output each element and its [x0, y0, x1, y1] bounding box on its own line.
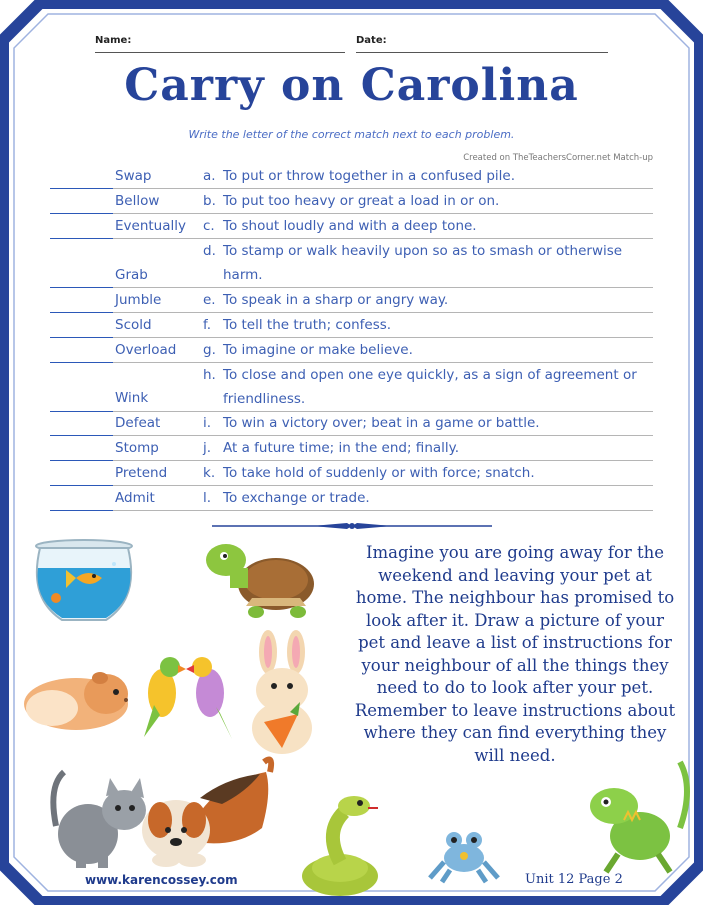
- guinea-pig-icon: [22, 664, 132, 732]
- table-row: [50, 486, 653, 511]
- parrots-icon: [136, 655, 242, 741]
- term: Bellow: [115, 193, 160, 209]
- table-row: [50, 313, 653, 338]
- definition-letter: d.: [203, 243, 216, 259]
- instructions: Write the letter of the correct match next to each problem.: [188, 128, 515, 141]
- table-row: [50, 288, 653, 313]
- term: Eventually: [115, 218, 186, 234]
- table-row: [50, 239, 653, 288]
- credit-text: Created on TheTeachersCorner.net Match-up: [463, 153, 653, 163]
- cat-icon: [48, 766, 150, 870]
- definition-letter: h.: [203, 367, 216, 383]
- rabbit-icon: [242, 630, 322, 754]
- definition-letter: b.: [203, 193, 216, 209]
- definition-letter: j.: [203, 440, 212, 456]
- definition: To put or throw together in a confused pile.: [223, 168, 516, 184]
- term: Swap: [115, 168, 152, 184]
- fishbowl-icon: [32, 538, 136, 624]
- name-label: Name:: [95, 35, 132, 46]
- frog-icon: [428, 824, 502, 884]
- snake-icon: [294, 792, 384, 902]
- definition-letter: g.: [203, 342, 216, 358]
- dog-icon: [136, 752, 276, 870]
- definition: To exchange or trade.: [223, 490, 370, 506]
- definition-letter: i.: [203, 415, 212, 431]
- definition: To shout loudly and with a deep tone.: [223, 218, 477, 234]
- date-label: Date:: [356, 35, 387, 46]
- ornament-divider: [212, 520, 492, 532]
- definition: To speak in a sharp or angry way.: [223, 292, 449, 308]
- term: Pretend: [115, 465, 168, 481]
- table-row: [50, 338, 653, 363]
- term: Admit: [115, 490, 155, 506]
- term: Grab: [115, 267, 148, 283]
- definition-letter: f.: [203, 317, 212, 333]
- table-row: [50, 165, 653, 189]
- term: Scold: [115, 317, 152, 333]
- definition: At a future time; in the end; finally.: [223, 440, 459, 456]
- definition-letter: a.: [203, 168, 216, 184]
- definition: To stamp or walk heavily upon so as to smash or otherwise harm.: [223, 243, 623, 283]
- definition-letter: c.: [203, 218, 215, 234]
- term: Overload: [115, 342, 177, 358]
- writing-prompt: Imagine you are going away for the weekend and leaving your pet at home. The neighbour has promised to look after it. Draw a picture of your pet and leave a list of instructions for your neighbour of all the things they need to do to look after your pet. Remember to leave instructions about where they can find everything they will need.: [354, 543, 676, 765]
- definition-letter: k.: [203, 465, 216, 481]
- table-row: [50, 461, 653, 486]
- definition-letter: l.: [203, 490, 212, 506]
- definition: To win a victory over; beat in a game or battle.: [223, 415, 540, 431]
- name-line[interactable]: [95, 52, 345, 53]
- turtle-icon: [202, 540, 322, 620]
- definition: To close and open one eye quickly, as a sign of agreement or friendliness.: [223, 367, 637, 407]
- table-row: [50, 214, 653, 239]
- lizard-icon: [584, 758, 694, 874]
- table-row: [50, 436, 653, 461]
- table-row: [50, 189, 653, 214]
- definition: To put too heavy or great a load in or on.: [223, 193, 500, 209]
- definition: To imagine or make believe.: [223, 342, 413, 358]
- term: Jumble: [115, 292, 162, 308]
- table-row: [50, 412, 653, 436]
- definition: To tell the truth; confess.: [223, 317, 392, 333]
- term: Stomp: [115, 440, 159, 456]
- website-link[interactable]: www.karencossey.com: [85, 873, 238, 887]
- term: Wink: [115, 390, 149, 406]
- table-row: [50, 363, 653, 412]
- definition-letter: e.: [203, 292, 216, 308]
- date-line[interactable]: [356, 52, 608, 53]
- answer-blank[interactable]: [50, 510, 113, 511]
- definition: To take hold of suddenly or with force; snatch.: [223, 465, 535, 481]
- term: Defeat: [115, 415, 161, 431]
- page-number: Unit 12 Page 2: [525, 872, 623, 887]
- page-title: Carry on Carolina: [124, 60, 579, 111]
